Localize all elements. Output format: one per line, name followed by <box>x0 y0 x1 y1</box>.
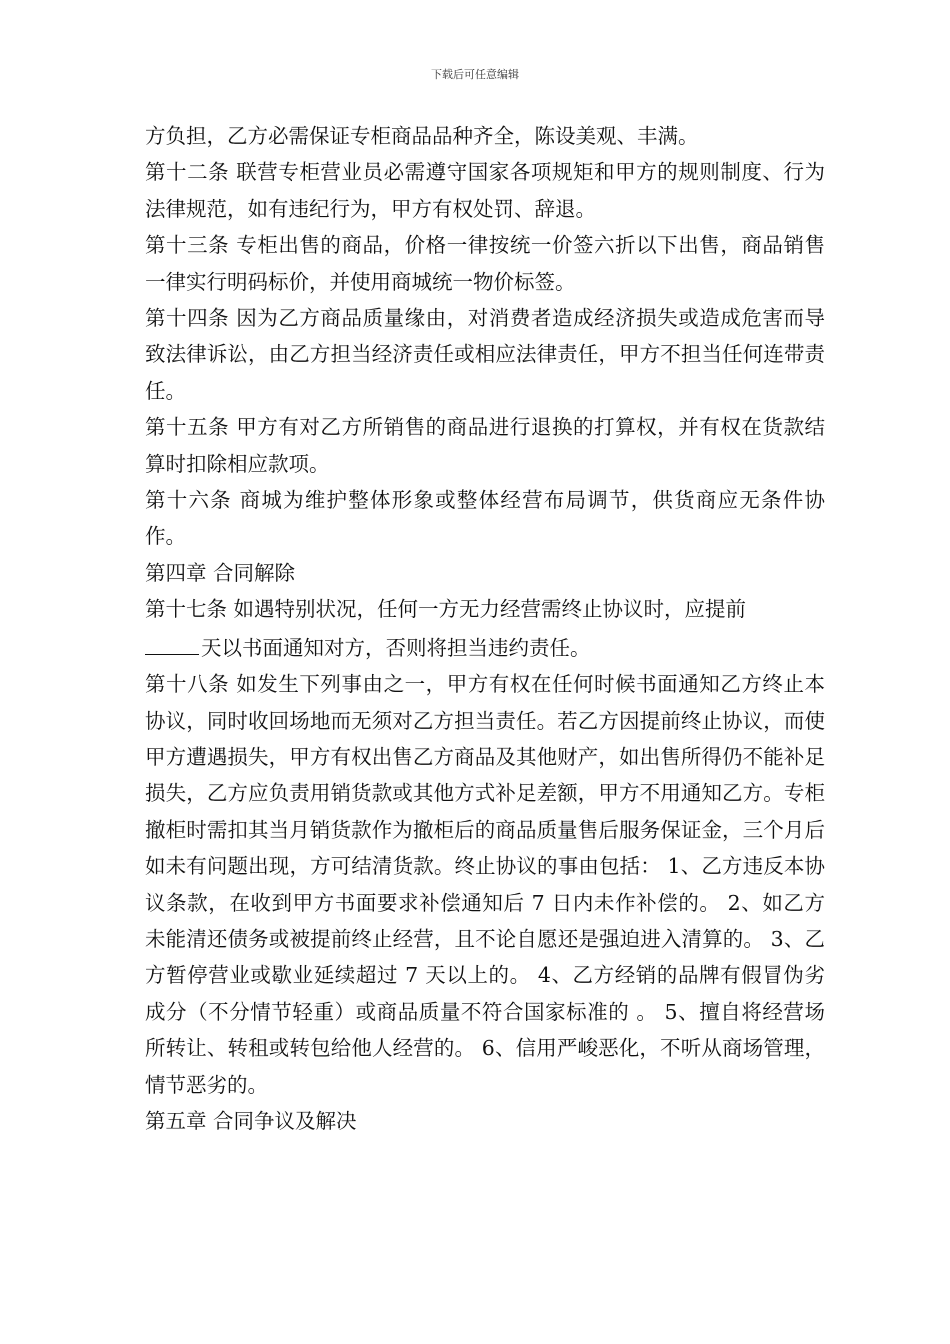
clause-15: 第十五条 甲方有对乙方所销售的商品进行退换的打算权，并有权在货款结算时扣除相应款项。 <box>145 415 825 476</box>
clause-16: 第十六条 商城为维护整体形象或整体经营布局调节，供货商应无条件协作。 <box>145 488 825 549</box>
page-header: 下载后可任意编辑 <box>431 68 519 81</box>
clause-12: 第十二条 联营专柜营业员必需遵守国家各项规矩和甲方的规则制度、行为法律规范，如有违纪行为，甲方有权处罚、辞退。 <box>145 160 825 221</box>
document-body <box>145 118 825 1139</box>
clause-13: 第十三条 专柜出售的商品，价格一律按统一价签六折以下出售，商品销售一律实行明码标价，并使用商城统一物价标签。 <box>145 233 825 294</box>
chapter-5-heading: 第五章 合同争议及解决 <box>145 1108 357 1133</box>
paragraph-continuation: 方负担，乙方必需保证专柜商品品种齐全，陈设美观、丰满。 <box>145 124 699 148</box>
blank-underline <box>145 628 199 655</box>
clause-18: 第十八条 如发生下列事由之一，甲方有权在任何时候书面通知乙方终止本协议，同时收回场地而无须对乙方担当责任。若乙方因提前终止协议，而使甲方遭遇损失，甲方有权出售乙方商品及其他财产，如出售所得仍不能补足损失，乙方应负责用销货款或其他方式补足差额，甲方不用通知乙方。专柜撤柜时需扣其当月销货款作为撤柜后的商品质量售后服务保证金，三个月后如未有问题出现，方可结清货款。终止协议的事由包括： 1、乙方违反本协议条款，在收到甲方书面要求补偿通知后 7 日内未作补偿的。 2、如乙方未能清还债务或被提前终止经营，且不论自愿还是强迫进入清算的。 3、乙方暂停营业或歇业延续超过 7 天以上的。 4、乙方经销的品牌有假冒伪劣成分（不分情节轻重）或商品质量不符合国家标准的 。 5、擅自将经营场所转让、转租或转包给他人经营的。 6、信用严峻恶化，不听从商场管理，情节恶劣的。 <box>145 672 825 1097</box>
chapter-4-heading: 第四章 合同解除 <box>145 560 296 585</box>
clause-17-rest: 天以书面通知对方，否则将担当违约责任。 <box>201 635 591 660</box>
clause-14: 第十四条 因为乙方商品质量缘由，对消费者造成经济损失或造成危害而导致法律诉讼，由乙方担当经济责任或相应法律责任，甲方不担当任何连带责任。 <box>145 306 825 403</box>
clause-17 <box>145 591 825 666</box>
clause-17-text: 第十七条 如遇特别状况，任何一方无力经营需终止协议时，应提前 <box>145 597 747 622</box>
